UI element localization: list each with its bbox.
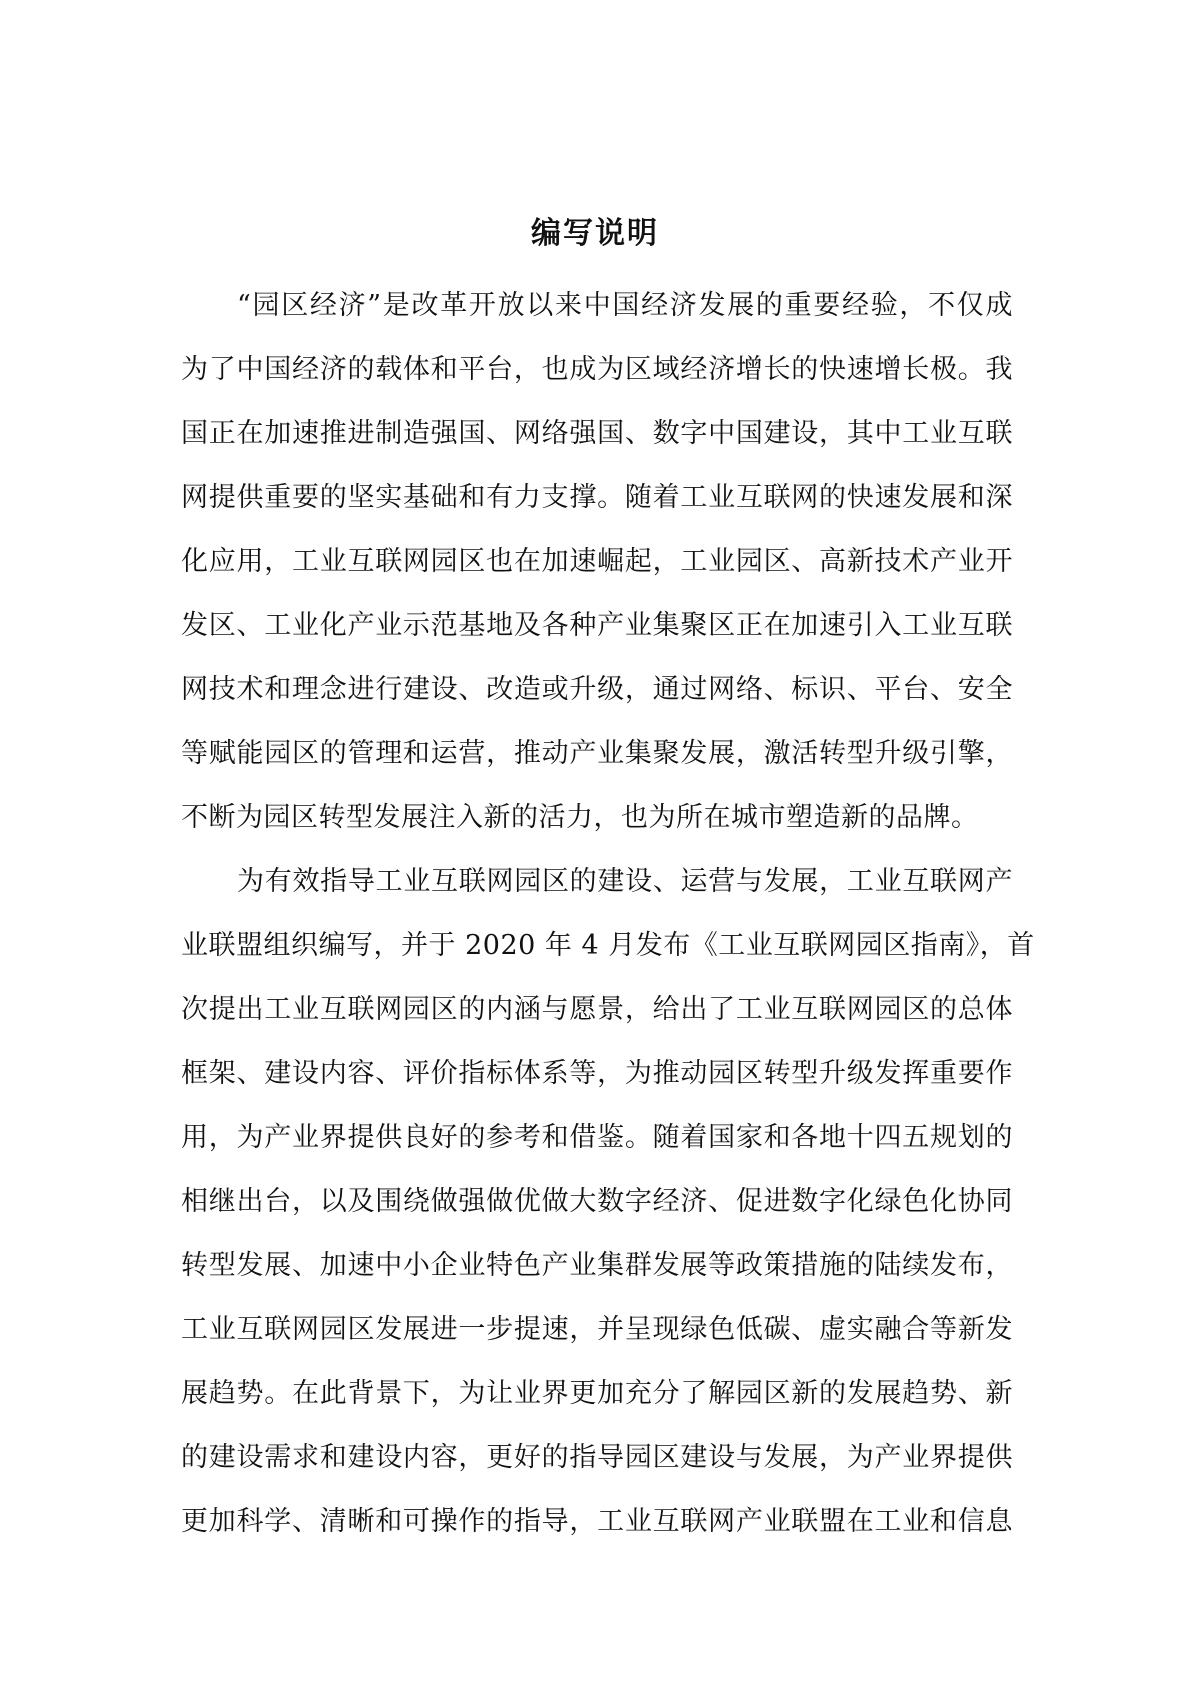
paragraph-2 [181,850,1035,1554]
text-line: 框架、建设内容、评价指标体系等，为推动园区转型升级发挥重要作 [181,1058,1013,1089]
text-line: 不断为园区转型发展注入新的活力，也为所在城市塑造新的品牌。 [181,802,979,833]
text-line: 化应用，工业互联网园区也在加速崛起，工业园区、高新技术产业开 [181,546,1013,577]
paragraph-1 [181,274,1013,850]
text-line: 网提供重要的坚实基础和有力支撑。随着工业互联网的快速发展和深 [181,482,1013,513]
document-body [181,274,1035,1554]
text-line: 更加科学、清晰和可操作的指导，工业互联网产业联盟在工业和信息 [181,1506,1013,1537]
text-line: 发区、工业化产业示范基地及各种产业集聚区正在加速引入工业互联 [181,610,1013,641]
text-line: 的建设需求和建设内容，更好的指导园区建设与发展，为产业界提供 [181,1442,1013,1473]
text-line: 等赋能园区的管理和运营，推动产业集聚发展，激活转型升级引擎， [181,738,1013,769]
document-title: 编写说明 [531,216,659,251]
text-line: 业联盟组织编写，并于 2020 年 4 月发布《工业互联网园区指南》，首 [181,930,1035,961]
text-line: 为有效指导工业互联网园区的建设、运营与发展，工业互联网产 [237,866,1013,897]
text-line: 用，为产业界提供良好的参考和借鉴。随着国家和各地十四五规划的 [181,1122,1013,1153]
text-line: 工业互联网园区发展进一步提速，并呈现绿色低碳、虚实融合等新发 [181,1314,1013,1345]
text-line: 网技术和理念进行建设、改造或升级，通过网络、标识、平台、安全 [181,674,1013,705]
text-line: 转型发展、加速中小企业特色产业集群发展等政策措施的陆续发布， [181,1250,1013,1281]
text-line: 次提出工业互联网园区的内涵与愿景，给出了工业互联网园区的总体 [181,994,1013,1025]
text-line: “园区经济”是改革开放以来中国经济发展的重要经验，不仅成 [237,290,1013,321]
text-line: 国正在加速推进制造强国、网络强国、数字中国建设，其中工业互联 [181,418,1013,449]
text-line: 为了中国经济的载体和平台，也成为区域经济增长的快速增长极。我 [181,354,1013,385]
text-line: 相继出台，以及围绕做强做优做大数字经济、促进数字化绿色化协同 [181,1186,1013,1217]
text-line: 展趋势。在此背景下，为让业界更加充分了解园区新的发展趋势、新 [181,1378,1013,1409]
